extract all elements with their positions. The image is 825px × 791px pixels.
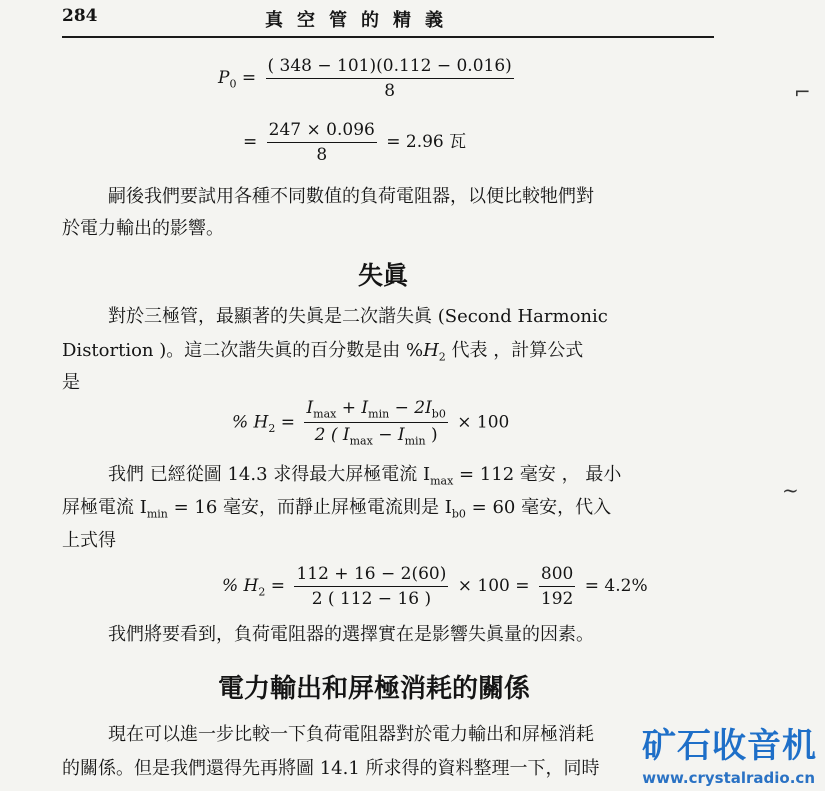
fraction: $\frac{112 + 16 - 2(60)}{2 ( 112 - 16 )}$ (296, 564, 447, 609)
fraction: $\frac{( 348 - 101)(0.112 - 0.016)}{8}$ (267, 56, 512, 101)
paragraph-line: 上式得 (62, 530, 116, 551)
paragraph-line: 嗣後我們要試用各種不同數值的負荷電阻器，以便比較牠們對 (108, 186, 594, 207)
watermark-logo: 矿石收音机 (642, 726, 817, 766)
header-rule (62, 36, 714, 38)
paragraph-line: 我們將要看到，負荷電阻器的選擇實在是影響失眞量的因素。 (108, 624, 594, 645)
watermark-url: www.crystalradio.cn (642, 769, 815, 787)
paragraph-line: 於電力輸出的影響。 (62, 218, 224, 239)
page-number: 284 (62, 6, 98, 26)
paragraph-line: 是 (62, 372, 80, 393)
paragraph-line: 對於三極管，最顯著的失眞是二次諧失眞 (Second Harmonic (108, 306, 608, 327)
equation-power-2: = $\frac{247 \times 0.096}{8}$ = 2.96 瓦 (243, 120, 467, 165)
paragraph-line: 現在可以進一步比較一下負荷電阻器對於電力輸出和屏極消耗 (108, 724, 594, 745)
paragraph-line: Distortion )。這二次諧失眞的百分數是由 $\%H_2$ 代表 ，計算公式 (62, 340, 584, 364)
section-heading: 失眞 (358, 261, 409, 290)
paragraph-line: 的關係。但是我們還得先再將圖 14.1 所求得的資料整理一下，同時 (62, 758, 600, 779)
paragraph-line: 我們 已經從圖 14.3 求得最大屏極電流 $I_{max} = 112$ 毫安 ， 最小 (108, 464, 622, 488)
margin-mark: ⌐ (794, 80, 811, 104)
section-heading: 電力輸出和屏極消耗的關係 (218, 674, 531, 704)
fraction: $\frac{I_{max} + I_{min} - 2I_{b0}}{2 ( I_{max} - I_{min} )}$ (306, 398, 446, 448)
paragraph-line: 屏極電流 $I_{min} = 16$ 毫安，而靜止屏極電流則是 $I_{b0} = 60$ 毫安，代入 (62, 497, 612, 521)
fraction: $\frac{800}{192}$ (540, 564, 574, 609)
equation-power-1: $P_0$ = $\frac{( 348 - 101)(0.112 - 0.016)}{8}$ (218, 56, 512, 101)
equation-distortion-formula: % $H_2$ = $\frac{I_{max} + I_{min} - 2I_{b0}}{2 ( I_{max} - I_{min} )}$ × 100 (232, 398, 510, 448)
equation-distortion-result: % $H_2$ = $\frac{112 + 16 - 2(60)}{2 ( 112 - 16 )}$ × 100 = $\frac{800}{192}$ = 4.2% (222, 564, 648, 609)
fraction: $\frac{247 \times 0.096}{8}$ (268, 120, 375, 165)
running-title: 真空管的精義 (265, 10, 457, 31)
margin-mark: ~ (782, 478, 799, 502)
